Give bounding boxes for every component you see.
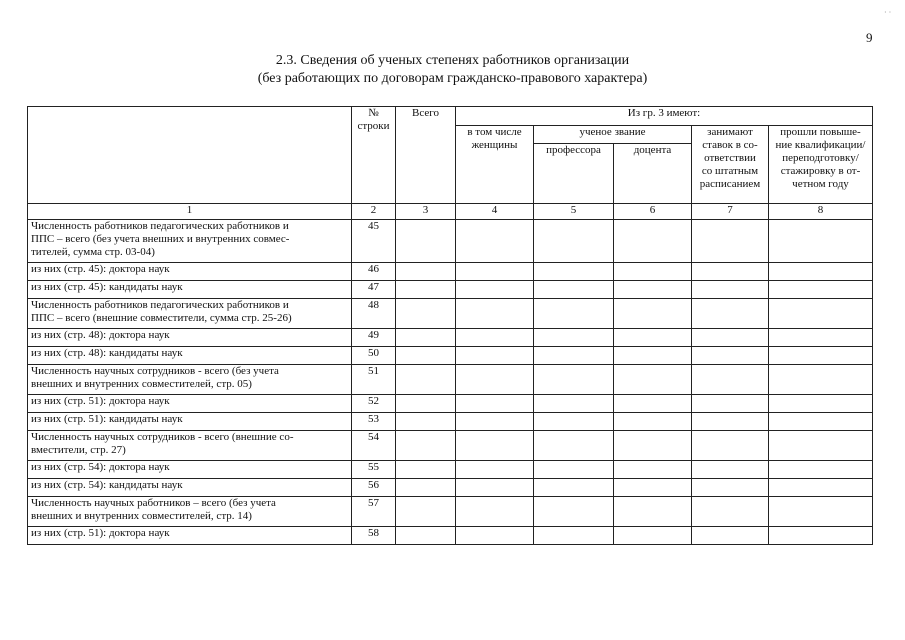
row-label: из них (стр. 51): кандидаты наук — [28, 413, 352, 431]
row-label: из них (стр. 51): доктора наук — [28, 395, 352, 413]
value-cell[interactable] — [456, 479, 534, 497]
row-label: Численность научных сотрудников - всего (внешние со- вместители, стр. 27) — [28, 431, 352, 461]
value-cell[interactable] — [534, 329, 614, 347]
row-code: 57 — [352, 497, 396, 527]
value-cell[interactable] — [396, 281, 456, 299]
column-number-row — [28, 204, 873, 220]
value-cell[interactable] — [614, 413, 692, 431]
value-cell[interactable] — [534, 431, 614, 461]
column-number: 8 — [769, 204, 873, 220]
column-number: 1 — [28, 204, 352, 220]
value-cell[interactable] — [456, 527, 534, 545]
value-cell[interactable] — [769, 299, 873, 329]
value-cell[interactable] — [614, 527, 692, 545]
row-label: из них (стр. 51): доктора наук — [28, 527, 352, 545]
header-positions: занимают ставок в со- ответствии со штатным расписанием — [692, 126, 769, 204]
value-cell[interactable] — [769, 329, 873, 347]
value-cell[interactable] — [534, 347, 614, 365]
table-row — [28, 413, 873, 431]
section-title: 2.3. Сведения об ученых степенях работников организации — [275, 53, 630, 68]
value-cell[interactable] — [534, 299, 614, 329]
value-cell[interactable] — [692, 527, 769, 545]
value-cell[interactable] — [456, 497, 534, 527]
value-cell[interactable] — [692, 461, 769, 479]
value-cell[interactable] — [534, 365, 614, 395]
value-cell[interactable] — [456, 220, 534, 263]
table-row — [28, 395, 873, 413]
header-training: прошли повыше- ние квалификации/ переподготовку/ стажировку в от- четном году — [769, 126, 873, 204]
row-code: 55 — [352, 461, 396, 479]
value-cell[interactable] — [692, 479, 769, 497]
column-number: 5 — [534, 204, 614, 220]
row-code: 56 — [352, 479, 396, 497]
value-cell[interactable] — [396, 347, 456, 365]
value-cell[interactable] — [534, 281, 614, 299]
value-cell[interactable] — [614, 497, 692, 527]
value-cell[interactable] — [456, 431, 534, 461]
value-cell[interactable] — [614, 479, 692, 497]
value-cell[interactable] — [692, 365, 769, 395]
value-cell[interactable] — [769, 220, 873, 263]
section-subtitle: (без работающих по договорам гражданско-правового характера) — [257, 71, 648, 86]
value-cell[interactable] — [692, 281, 769, 299]
table-row — [28, 365, 873, 395]
row-label: из них (стр. 48): кандидаты наук — [28, 347, 352, 365]
value-cell[interactable] — [396, 413, 456, 431]
value-cell[interactable] — [769, 431, 873, 461]
header-women: в том числе женщины — [456, 126, 534, 204]
table-row — [28, 497, 873, 527]
row-code: 45 — [352, 220, 396, 263]
value-cell[interactable] — [614, 299, 692, 329]
value-cell[interactable] — [534, 479, 614, 497]
table-row — [28, 431, 873, 461]
row-code: 54 — [352, 431, 396, 461]
value-cell[interactable] — [456, 281, 534, 299]
value-cell[interactable] — [396, 431, 456, 461]
table-row — [28, 281, 873, 299]
value-cell[interactable] — [692, 263, 769, 281]
row-code: 49 — [352, 329, 396, 347]
column-number: 3 — [396, 204, 456, 220]
header-academic-rank: ученое звание — [534, 126, 692, 144]
header-docent: доцента — [614, 144, 692, 204]
value-cell[interactable] — [396, 365, 456, 395]
table-row — [28, 527, 873, 545]
value-cell[interactable] — [456, 329, 534, 347]
value-cell[interactable] — [692, 329, 769, 347]
value-cell[interactable] — [534, 263, 614, 281]
value-cell[interactable] — [769, 461, 873, 479]
value-cell[interactable] — [534, 497, 614, 527]
table-row — [28, 479, 873, 497]
value-cell[interactable] — [614, 329, 692, 347]
value-cell[interactable] — [456, 461, 534, 479]
value-cell[interactable] — [456, 365, 534, 395]
value-cell[interactable] — [534, 395, 614, 413]
value-cell[interactable] — [692, 220, 769, 263]
value-cell[interactable] — [692, 497, 769, 527]
value-cell[interactable] — [456, 299, 534, 329]
value-cell[interactable] — [456, 413, 534, 431]
value-cell[interactable] — [396, 461, 456, 479]
row-label: из них (стр. 54): доктора наук — [28, 461, 352, 479]
value-cell[interactable] — [396, 220, 456, 263]
table-row — [28, 220, 873, 263]
value-cell[interactable] — [396, 479, 456, 497]
value-cell[interactable] — [769, 497, 873, 527]
value-cell[interactable] — [396, 497, 456, 527]
row-code: 46 — [352, 263, 396, 281]
row-label: из них (стр. 45): доктора наук — [28, 263, 352, 281]
value-cell[interactable] — [769, 365, 873, 395]
value-cell[interactable] — [614, 263, 692, 281]
value-cell[interactable] — [769, 263, 873, 281]
value-cell[interactable] — [396, 329, 456, 347]
value-cell[interactable] — [534, 527, 614, 545]
header-total: Всего — [396, 107, 456, 204]
column-number: 7 — [692, 204, 769, 220]
header-group: Из гр. 3 имеют: — [456, 107, 873, 126]
value-cell[interactable] — [456, 395, 534, 413]
table-row — [28, 263, 873, 281]
row-code: 47 — [352, 281, 396, 299]
value-cell[interactable] — [769, 281, 873, 299]
corner-mark: · · — [884, 8, 892, 17]
value-cell[interactable] — [534, 461, 614, 479]
table-row — [28, 329, 873, 347]
value-cell[interactable] — [692, 395, 769, 413]
row-label: из них (стр. 48): доктора наук — [28, 329, 352, 347]
value-cell[interactable] — [614, 347, 692, 365]
row-code: 50 — [352, 347, 396, 365]
row-label: из них (стр. 54): кандидаты наук — [28, 479, 352, 497]
row-label: Численность работников педагогических работников и ППС – всего (внешние совместители, сумма стр. 25-26) — [28, 299, 352, 329]
row-code: 58 — [352, 527, 396, 545]
row-label: из них (стр. 45): кандидаты наук — [28, 281, 352, 299]
value-cell[interactable] — [614, 461, 692, 479]
value-cell[interactable] — [534, 413, 614, 431]
value-cell[interactable] — [614, 281, 692, 299]
value-cell[interactable] — [769, 527, 873, 545]
value-cell[interactable] — [614, 431, 692, 461]
row-code: 53 — [352, 413, 396, 431]
header-row-number: № строки — [352, 107, 396, 204]
column-number: 6 — [614, 204, 692, 220]
column-number: 4 — [456, 204, 534, 220]
staff-degrees-table — [27, 106, 873, 545]
value-cell[interactable] — [456, 347, 534, 365]
value-cell[interactable] — [614, 220, 692, 263]
header-professor: профессора — [534, 144, 614, 204]
column-number: 2 — [352, 204, 396, 220]
table-row — [28, 299, 873, 329]
row-label: Численность научных работников – всего (без учета внешних и внутренних совместителей, стр. 14) — [28, 497, 352, 527]
table-row — [28, 347, 873, 365]
row-code: 48 — [352, 299, 396, 329]
value-cell[interactable] — [396, 299, 456, 329]
value-cell[interactable] — [769, 347, 873, 365]
value-cell[interactable] — [614, 395, 692, 413]
row-label: Численность работников педагогических работников и ППС – всего (без учета внешних и внутренних совмес- тителей, сумма стр. 03-04) — [28, 220, 352, 263]
row-code: 51 — [352, 365, 396, 395]
table-row — [28, 461, 873, 479]
value-cell[interactable] — [396, 527, 456, 545]
value-cell[interactable] — [692, 431, 769, 461]
row-code: 52 — [352, 395, 396, 413]
value-cell[interactable] — [769, 413, 873, 431]
row-label: Численность научных сотрудников - всего (без учета внешних и внутренних совместителей, стр. 05) — [28, 365, 352, 395]
page-number: 9 — [866, 30, 873, 45]
value-cell[interactable] — [692, 413, 769, 431]
value-cell[interactable] — [692, 347, 769, 365]
value-cell[interactable] — [396, 263, 456, 281]
value-cell[interactable] — [769, 395, 873, 413]
value-cell[interactable] — [456, 263, 534, 281]
value-cell[interactable] — [769, 479, 873, 497]
value-cell[interactable] — [692, 299, 769, 329]
value-cell[interactable] — [534, 220, 614, 263]
value-cell[interactable] — [396, 395, 456, 413]
header-blank-cell — [28, 107, 352, 204]
value-cell[interactable] — [614, 365, 692, 395]
